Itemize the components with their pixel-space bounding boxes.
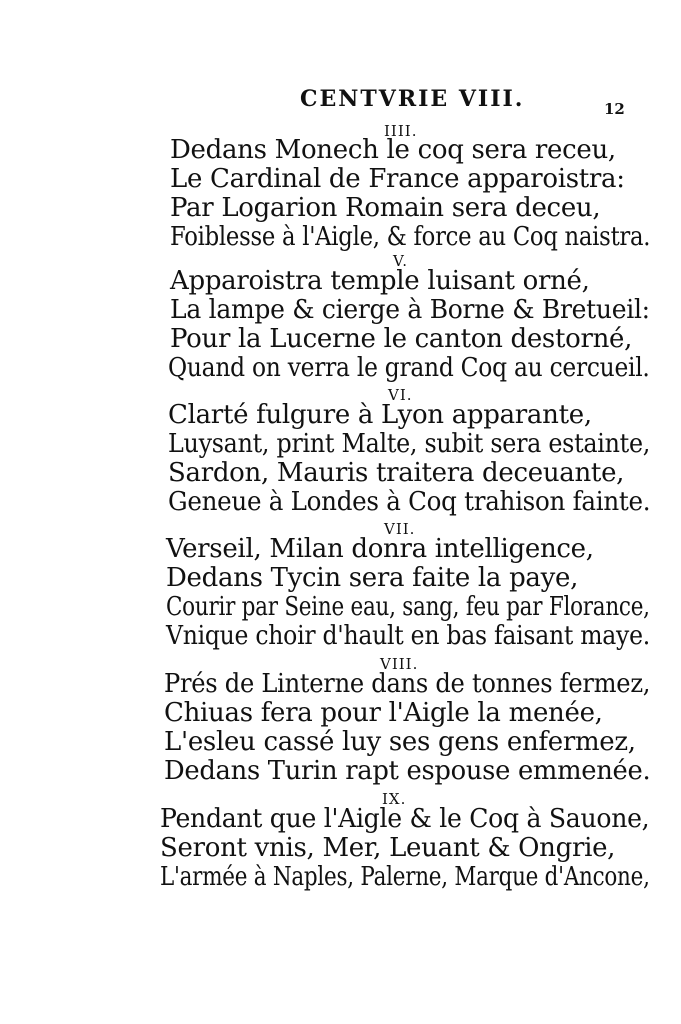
verse-line: Le Cardinal de France apparoistra: xyxy=(170,164,625,194)
running-title: CENTVRIE VIII. xyxy=(300,86,525,112)
verse-line: L'esleu cassé luy ses gens enfermez, xyxy=(164,727,636,757)
quatrain-numeral: VIII. xyxy=(380,655,419,673)
verse-line: Courir par Seine eau, sang, feu par Florance, xyxy=(166,592,650,622)
page-number: 12 xyxy=(604,100,625,118)
verse-line: Pendant que l'Aigle & le Coq à Sauone, xyxy=(160,804,650,834)
verse-line: Prés de Linterne dans de tonnes fermez, xyxy=(164,669,651,699)
verse-line: La lampe & cierge à Borne & Bretueil: xyxy=(170,295,650,325)
quatrain-numeral: V. xyxy=(393,252,408,270)
quatrain-numeral: IX. xyxy=(382,790,407,808)
verse-line: Foiblesse à l'Aigle, & force au Coq naistra. xyxy=(170,222,651,252)
verse-line: L'armée à Naples, Palerne, Marque d'Ancone, xyxy=(160,862,650,892)
verse-line: Sardon, Mauris traitera deceuante, xyxy=(168,458,625,488)
quatrain-numeral: VII. xyxy=(384,520,416,538)
quatrain-numeral: IIII. xyxy=(384,122,418,140)
verse-line: Chiuas fera pour l'Aigle la menée, xyxy=(164,698,603,728)
verse-line: Seront vnis, Mer, Leuant & Ongrie, xyxy=(160,833,616,863)
verse-line: Verseil, Milan donra intelligence, xyxy=(166,534,594,564)
verse-line: Dedans Turin rapt espouse emmenée. xyxy=(164,756,651,786)
verse-line: Quand on verra le grand Coq au cercueil. xyxy=(168,353,650,383)
verse-line: Vnique choir d'hault en bas faisant maye. xyxy=(166,621,650,651)
verse-line: Par Logarion Romain sera deceu, xyxy=(170,193,601,223)
verse-line: Dedans Tycin sera faite la paye, xyxy=(166,563,579,593)
quatrain-numeral: VI. xyxy=(388,386,413,404)
verse-line: Pour la Lucerne le canton destorné, xyxy=(170,324,633,354)
verse-line: Dedans Monech le coq sera receu, xyxy=(170,135,616,165)
verse-line: Clarté fulgure à Lyon apparante, xyxy=(168,400,592,430)
verse-line: Apparoistra temple luisant orné, xyxy=(170,266,590,296)
verse-line: Geneue à Londes à Coq trahison fainte. xyxy=(168,487,651,517)
verse-line: Luysant, print Malte, subit sera estainte, xyxy=(168,429,651,459)
